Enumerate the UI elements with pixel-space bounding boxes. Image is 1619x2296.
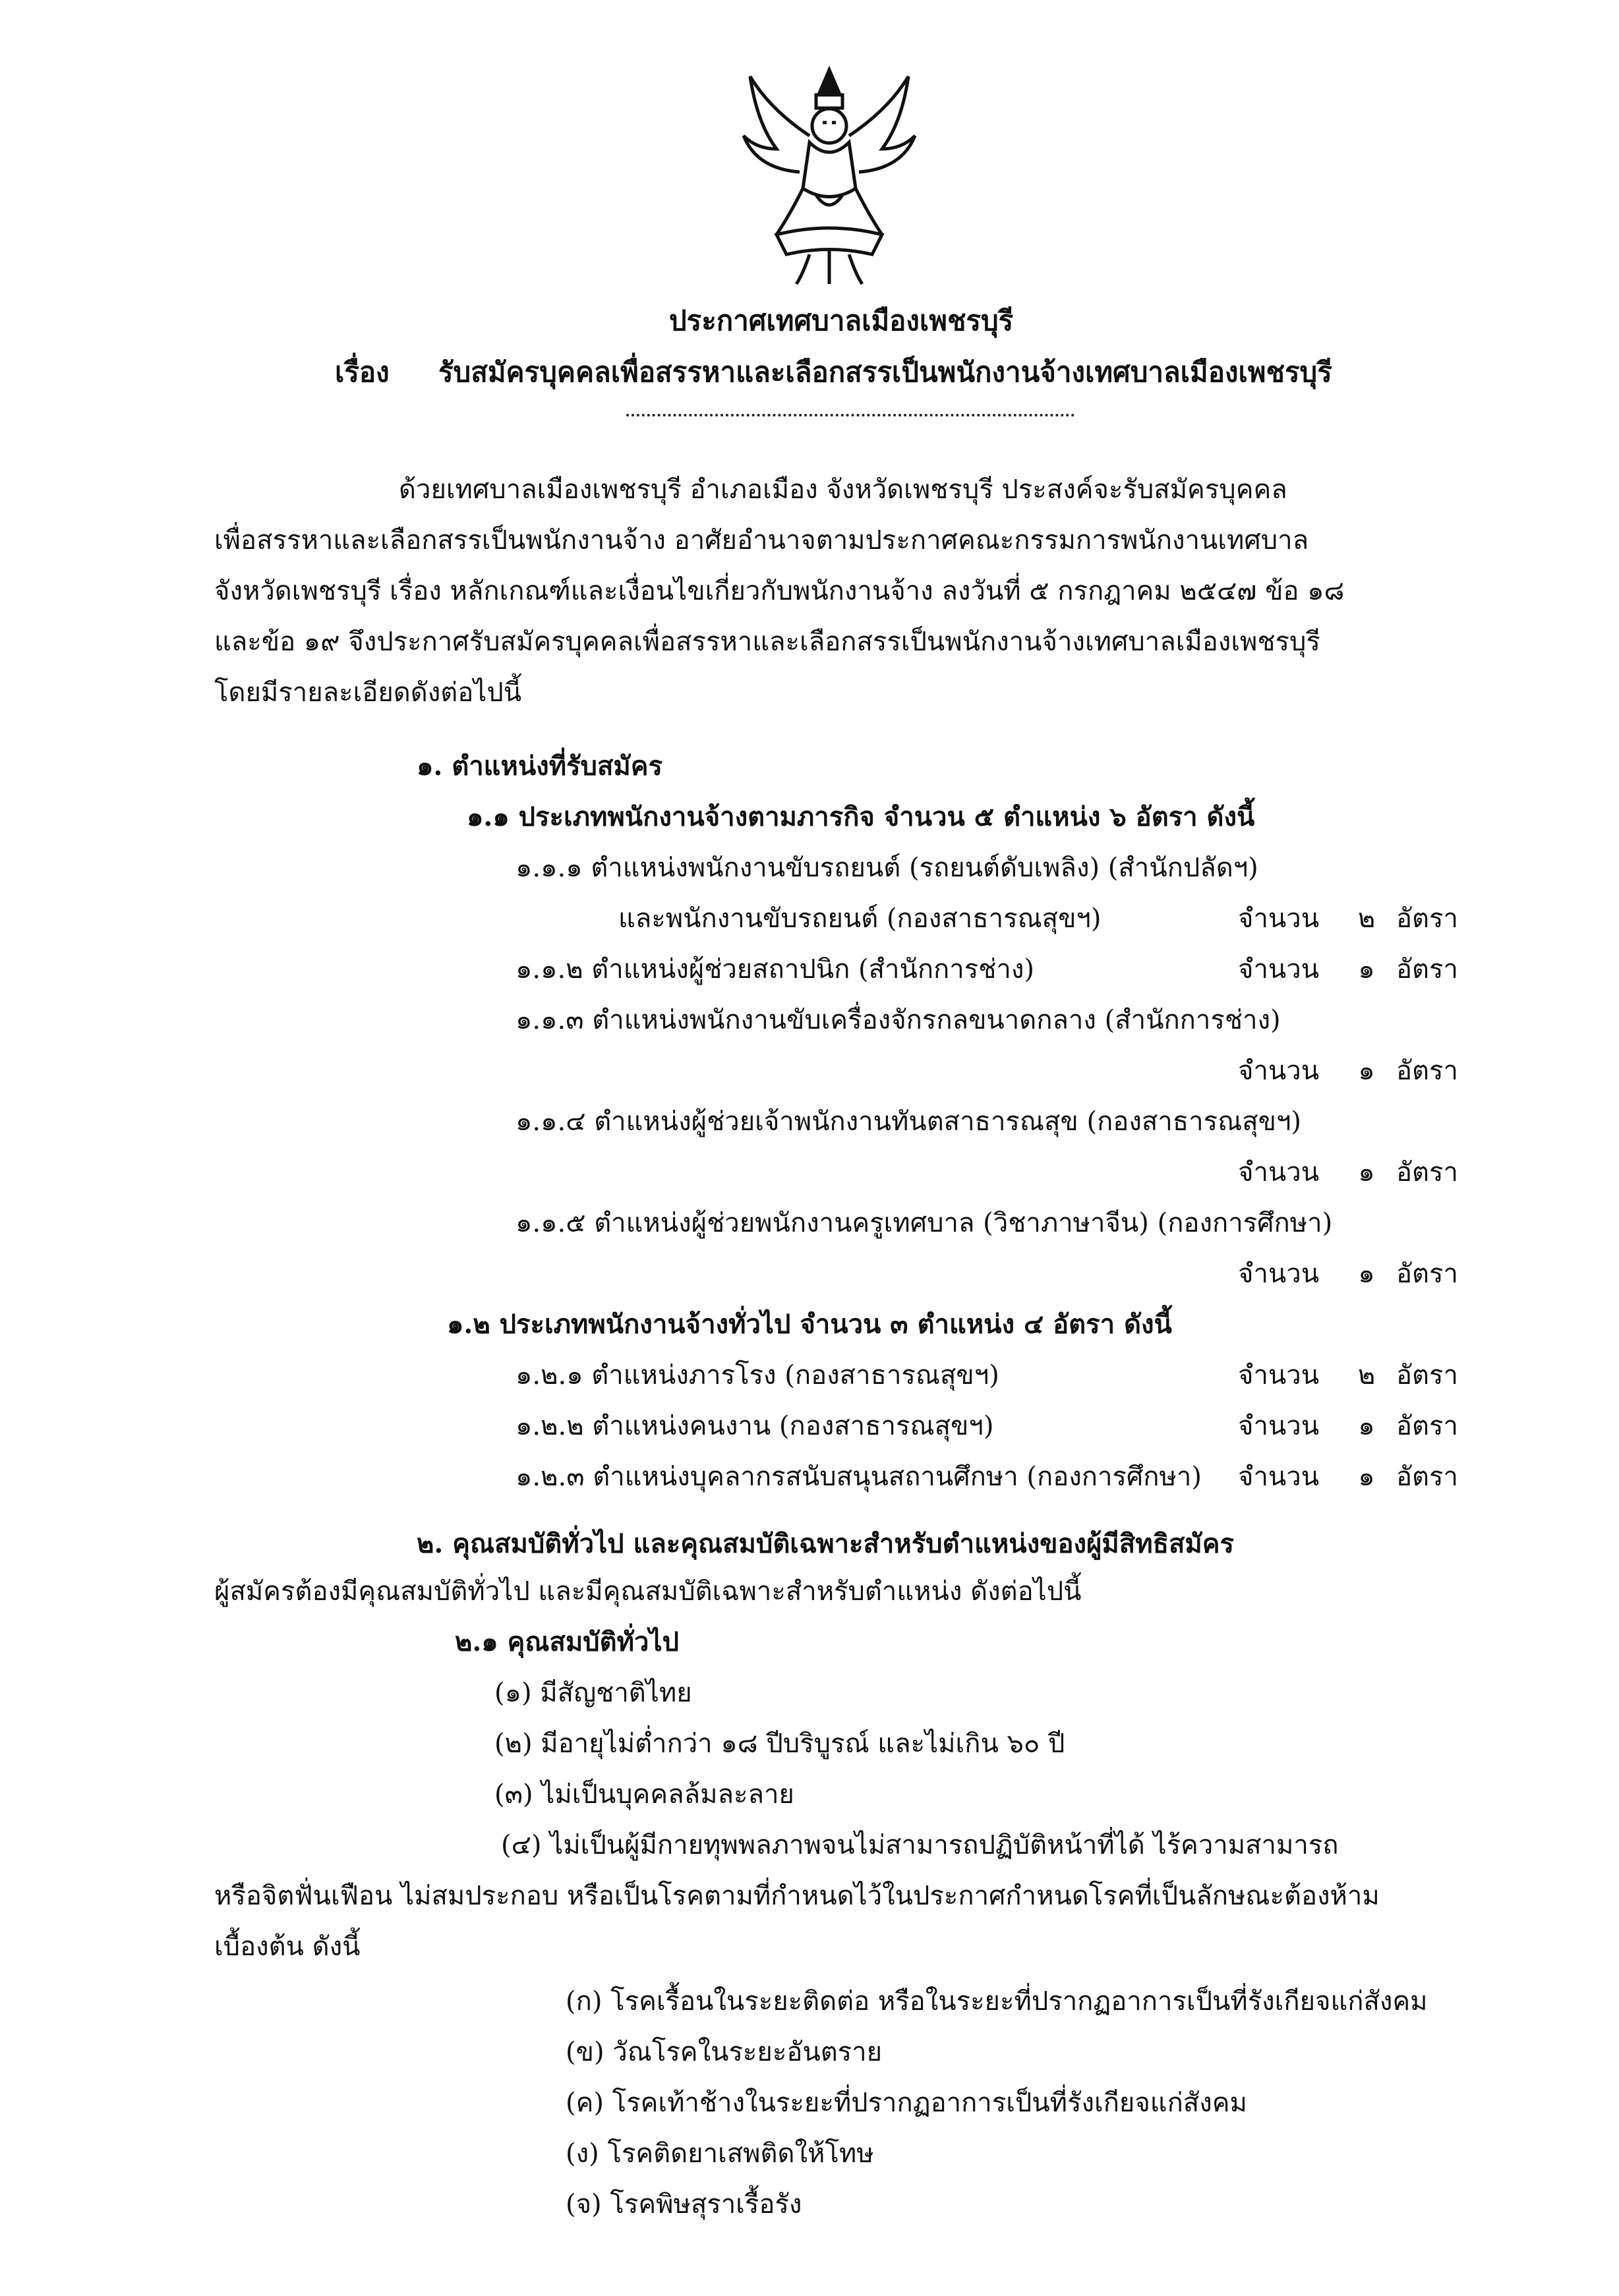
position-count: จำนวน ๑ อัตรา [1238,954,1458,985]
position-item: ๑.๒.๓ ตำแหน่งบุคลากรสนับสนุนสถานศึกษา (กองการศึกษา) [515,1462,1202,1492]
disease-item: (ค) โรคเท้าช้างในระยะที่ปรากฏอาการเป็นที่รังเกียจแก่สังคม [566,2088,1247,2118]
announcement-title: ประกาศเทศบาลเมืองเพชรบุรี [669,304,1014,337]
section1-sub1-heading: ๑.๑ ประเภทพนักงานจ้างตามภารกิจ จำนวน ๕ ตำแหน่ง ๖ อัตรา ดังนี้ [467,801,1255,832]
section1-heading: ๑. ตำแหน่งที่รับสมัคร [417,751,662,782]
disease-item: (จ) โรคพิษสุราเรื้อรัง [566,2189,802,2220]
section2-sub1-heading: ๒.๑ คุณสมบัติทั่วไป [455,1626,679,1657]
position-item: ๑.๑.๒ ตำแหน่งผู้ช่วยสถาปนิก (สำนักการช่าง) [515,954,1034,985]
position-item: และพนักงานขับรถยนต์ (กองสาธารณสุขฯ) [618,904,1102,934]
position-item: ๑.๒.๒ ตำแหน่งคนงาน (กองสาธารณสุขฯ) [515,1411,994,1441]
position-item: ๑.๒.๑ ตำแหน่งภารโรง (กองสาธารณสุขฯ) [515,1360,999,1391]
qualification-item: (๒) มีอายุไม่ต่ำกว่า ๑๘ ปีบริบูรณ์ และไม่เกิน ๖๐ ปี [494,1729,1065,1759]
qualification-item: (๔) ไม่เป็นผู้มีกายทุพพลภาพจนไม่สามารถปฏิบัติหน้าที่ได้ ไร้ความสามารถ [501,1830,1339,1860]
subject-text: รับสมัครบุคคลเพื่อสรรหาและเลือกสรรเป็นพนักงานจ้างเทศบาลเมืองเพชรบุรี [438,356,1332,388]
intro-line: เพื่อสรรหาและเลือกสรรเป็นพนักงานจ้าง อาศัยอำนาจตามประกาศคณะกรรมการพนักงานเทศบาล [214,525,1309,556]
position-item: ๑.๑.๑ ตำแหน่งพนักงานขับรถยนต์ (รถยนต์ดับเพลิง) (สำนักปลัดฯ) [515,853,1258,883]
position-count: จำนวน ๑ อัตรา [1238,1056,1458,1086]
position-count: จำนวน ๒ อัตรา [1238,904,1458,934]
position-count: จำนวน ๑ อัตรา [1238,1462,1458,1492]
section2-lead: ผู้สมัครต้องมีคุณสมบัติทั่วไป และมีคุณสมบัติเฉพาะสำหรับตำแหน่ง ดังต่อไปนี้ [214,1576,1082,1607]
position-item: ๑.๑.๔ ตำแหน่งผู้ช่วยเจ้าพนักงานทันตสาธารณสุข (กองสาธารณสุขฯ) [515,1106,1302,1137]
disease-item: (ก) โรคเรื้อนในระยะติดต่อ หรือในระยะที่ปรากฏอาการเป็นที่รังเกียจแก่สังคม [566,1986,1428,2017]
disease-item: (ข) วัณโรคในระยะอันตราย [566,2037,883,2067]
section2-heading: ๒. คุณสมบัติทั่วไป และคุณสมบัติเฉพาะสำหรับตำแหน่งของผู้มีสิทธิสมัคร [417,1528,1235,1559]
intro-line: ด้วยเทศบาลเมืองเพชรบุรี อำเภอเมือง จังหวัดเพชรบุรี ประสงค์จะรับสมัครบุคคล [399,474,1287,505]
qualification-item: หรือจิตฟั่นเฟือน ไม่สมประกอบ หรือเป็นโรคตามที่กำหนดไว้ในประกาศกำหนดโรคที่เป็นลักษณะต้องห้าม [214,1881,1380,1911]
garuda-emblem-icon [730,63,928,287]
intro-line: โดยมีรายละเอียดดังต่อไปนี้ [214,677,522,708]
position-count: จำนวน ๑ อัตรา [1238,1157,1458,1188]
qualification-item: เบื้องต้น ดังนี้ [214,1932,361,1962]
qualification-item: (๓) ไม่เป็นบุคคลล้มละลาย [494,1779,794,1810]
position-count: จำนวน ๑ อัตรา [1238,1411,1458,1441]
position-item: ๑.๑.๓ ตำแหน่งพนักงานขับเครื่องจักรกลขนาดกลาง (สำนักการช่าง) [515,1005,1281,1035]
subject-label: เรื่อง [335,356,390,388]
position-item: ๑.๑.๕ ตำแหน่งผู้ช่วยพนักงานครูเทศบาล (วิชาภาษาจีน) (กองการศึกษา) [515,1208,1333,1238]
qualification-item: (๑) มีสัญชาติไทย [494,1678,692,1708]
intro-line: และข้อ ๑๙ จึงประกาศรับสมัครบุคคลเพื่อสรรหาและเลือกสรรเป็นพนักงานจ้างเทศบาลเมืองเพชรบุรี [214,627,1320,657]
position-count: จำนวน ๑ อัตรา [1238,1259,1458,1289]
intro-line: จังหวัดเพชรบุรี เรื่อง หลักเกณฑ์และเงื่อนไขเกี่ยวกับพนักงานจ้าง ลงวันที่ ๕ กรกฎาคม ๒๕๔๗ ข้อ ๑๘ [214,576,1345,606]
section1-sub2-heading: ๑.๒ ประเภทพนักงานจ้างทั่วไป จำนวน ๓ ตำแหน่ง ๔ อัตรา ดังนี้ [447,1309,1172,1340]
position-count: จำนวน ๒ อัตรา [1238,1360,1458,1391]
title-divider [626,414,1074,416]
disease-item: (ง) โรคติดยาเสพติดให้โทษ [566,2138,874,2169]
